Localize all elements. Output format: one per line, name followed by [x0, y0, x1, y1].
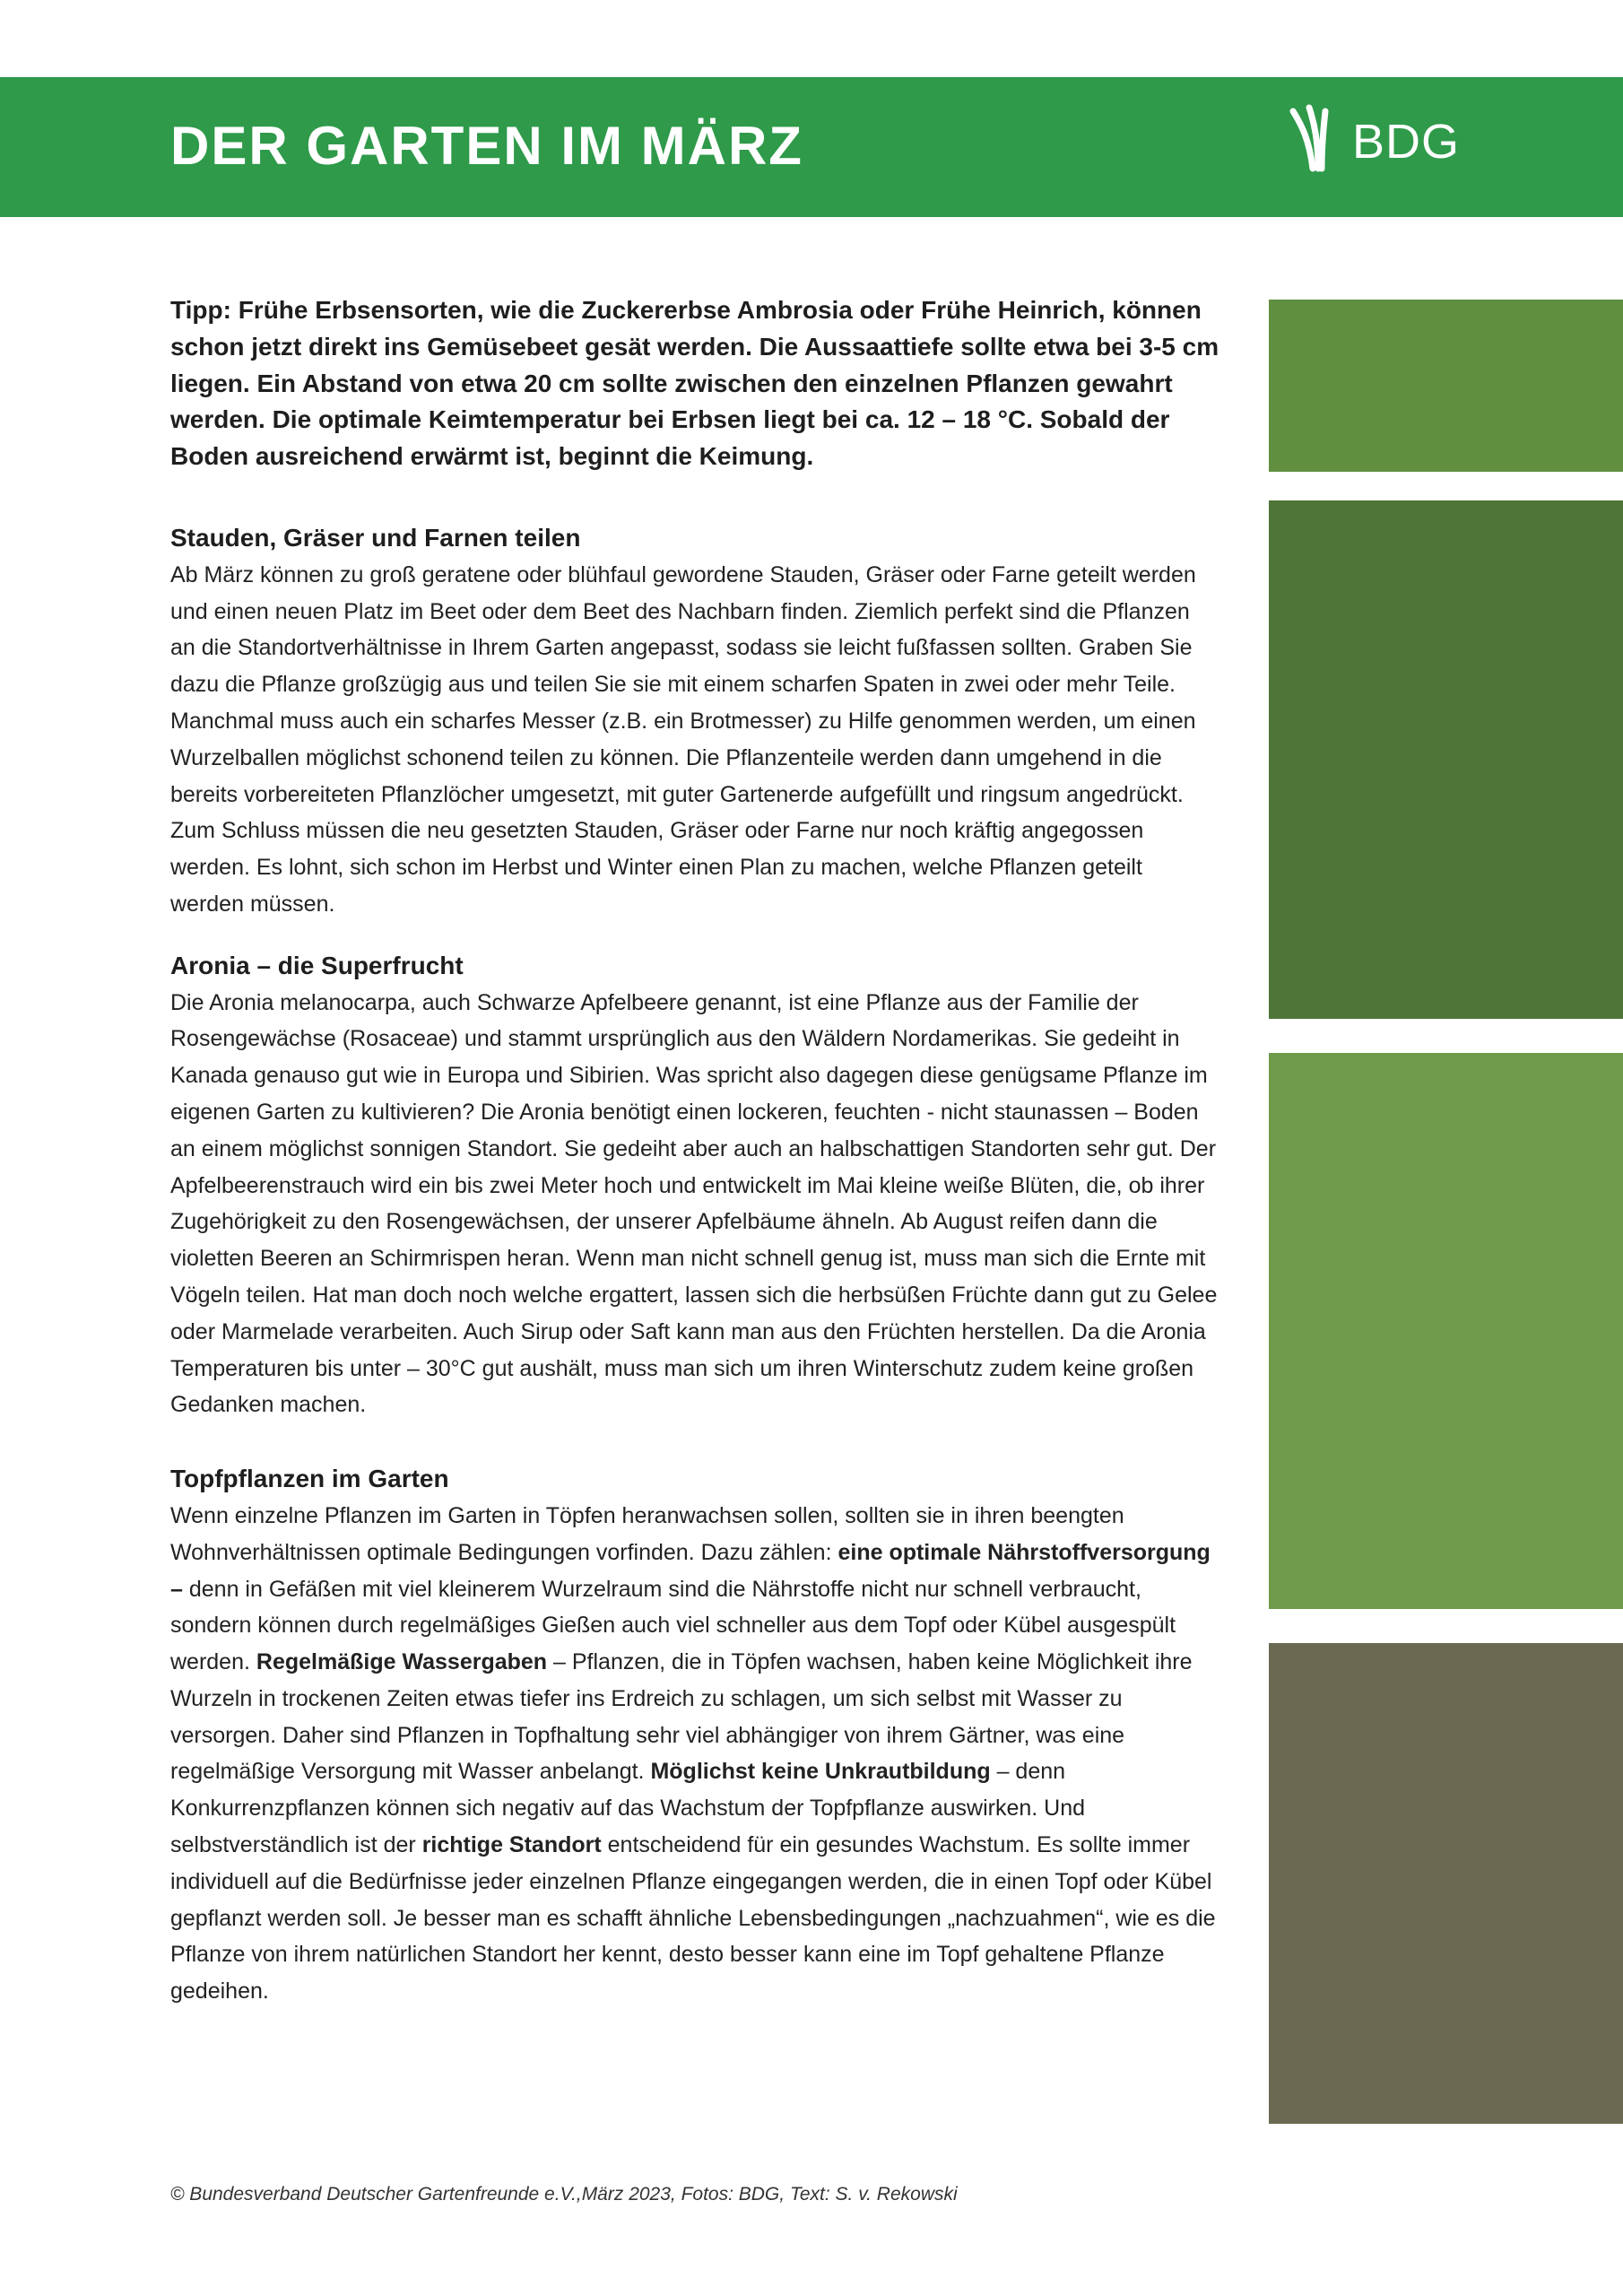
section-heading: Topfpflanzen im Garten [170, 1465, 449, 1493]
section-body [170, 1498, 1219, 2010]
logo-text: BDG [1352, 115, 1461, 169]
section-potted-plants [170, 1461, 1219, 2010]
emphasis-watering: Regelmäßige Wassergaben [256, 1649, 548, 1675]
text-run: – denn Konkurrenzpflanzen können sich negativ auf das Wachstum der Topfpflanze auswirken. Und selbstverständlich ist der [170, 1759, 1086, 1858]
section-heading: Aronia – die Superfrucht [170, 951, 464, 979]
section-heading: Stauden, Gräser und Farnen teilen [170, 523, 581, 552]
text-run: entscheidend für ein gesundes Wachstum. Es sollte immer individuell auf die Bedürfnisse jeder einzelnen Pflanze eingegangen werden, die in einen Topf oder Kübel gepflanzt werden soll. Je besser man es schafft ähnliche Lebensbedingungen „nachzuahmen“, wie es die Pflanze von ihrem natürlichen Standort her kennt, desto besser kann eine im Topf gehaltene Pflanze gedeihen. [170, 1832, 1216, 2005]
emphasis-weeds: Möglichst keine Unkrautbildung [650, 1759, 991, 1785]
emphasis-location: richtige Standort [421, 1832, 602, 1858]
bdg-leaf-icon [1282, 104, 1354, 176]
copyright-footer: © Bundesverband Deutscher Gartenfreunde e.V.,März 2023, Fotos: BDG, Text: S. v. Rekowski [170, 2184, 958, 2205]
text-run: denn in Gefäßen mit viel kleinerem Wurzelraum sind die Nährstoffe nicht nur schnell verbraucht, sondern können durch regelmäßiges Gießen auch viel schneller aus dem Topf oder Kübel ausgespült werden. [170, 1576, 1176, 1675]
page-title: DER GARTEN IM MÄRZ [170, 116, 803, 176]
text-run: Wenn einzelne Pflanzen im Garten in Töpfen heranwachsen sollen, sollten sie in ihren beengten Wohnverhältnissen optimale Bedingungen vorfinden. Dazu zählen: [170, 1502, 1124, 1565]
emphasis-nutrients: eine optimale Nährstoffversorgung – [170, 1539, 1211, 1602]
bdg-logo [1282, 104, 1461, 176]
fern-photo [1269, 500, 1623, 1019]
aronia-berries-photo [1269, 1053, 1623, 1609]
section-body: Ab März können zu groß geratene oder blühfaul gewordene Stauden, Gräser oder Farne geteilt werden und einen neuen Platz im Beet oder dem Beet des Nachbarn finden. Ziemlich perfekt sind die Pflanzen an die Standortverhältnisse in Ihrem Garten angepasst, sodass sie leicht fußfassen sollten. Graben Sie dazu die Pflanze großzügig aus und teilen Sie sie mit einem scharfen Spaten in zwei oder mehr Teile. Manchmal muss auch ein scharfes Messer (z.B. ein Brotmesser) zu Hilfe genommen werden, um einen Wurzelballen möglichst schonend teilen zu können. Die Pflanzenteile werden dann umgehend in die bereits vorbereiteten Pflanzlöcher umgesetzt, mit guter Gartenerde aufgefüllt und ringsum angedrückt. Zum Schluss müssen die neu gesetzten Stauden, Gräser oder Farne nur noch kräftig angegossen werden. Es lohnt, sich schon im Herbst und Winter einen Plan zu machen, welche Pflanzen geteilt werden müssen. [170, 561, 1196, 917]
text-run: – Pflanzen, die in Töpfen wachsen, haben keine Möglichkeit ihre Wurzeln in trockenen Zeiten etwas tiefer ins Erdreich zu schlagen, um sich selbst mit Wasser zu versorgen. Daher sind Pflanzen in Topfhaltung sehr viel abhängiger von ihrem Gärtner, was eine regelmäßige Versorgung mit Wasser anbelangt. [170, 1649, 1193, 1785]
section-aronia [170, 948, 1219, 1423]
section-divide-perennials [170, 520, 1219, 923]
pea-plant-photo [1269, 300, 1623, 472]
potted-plants-photo [1269, 1643, 1623, 2124]
tip-paragraph: Tipp: Frühe Erbsensorten, wie die Zuckererbse Ambrosia oder Frühe Heinrich, können schon jetzt direkt ins Gemüsebeet gesät werden. Die Aussaattiefe sollte etwa bei 3-5 cm liegen. Ein Abstand von etwa 20 cm sollte zwischen den einzelnen Pflanzen gewahrt werden. Die optimale Keimtemperatur bei Erbsen liegt bei ca. 12 – 18 °C. Sobald der Boden ausreichend erwärmt ist, beginnt die Keimung. [170, 296, 1219, 471]
section-body: Die Aronia melanocarpa, auch Schwarze Apfelbeere genannt, ist eine Pflanze aus der Familie der Rosengewächse (Rosaceae) und stammt ursprünglich aus den Wäldern Nordamerikas. Sie gedeiht in Kanada genauso gut wie in Europa und Sibirien. Was spricht also dagegen diese genügsame Pflanze im eigenen Garten zu kultivieren? Die Aronia benötigt einen lockeren, feuchten - nicht staunassen – Boden an einem möglichst sonnigen Standort. Sie gedeiht aber auch an halbschattigen Standorten sehr gut. Der Apfelbeerenstrauch wird ein bis zwei Meter hoch und entwickelt im Mai kleine weiße Blüten, die, ob ihrer Zugehörigkeit zu den Rosengewächsen, der unserer Apfelbäume ähneln. Ab August reifen dann die violetten Beeren an Schirmrispen heran. Wenn man nicht schnell genug ist, muss man sich die Ernte mit Vögeln teilen. Hat man doch noch welche ergattert, lassen sich die herbsüßen Früchte dann gut zu Gelee oder Marmelade verarbeiten. Auch Sirup oder Saft kann man aus den Früchten herstellen. Da die Aronia Temperaturen bis unter – 30°C gut aushält, muss man sich um ihren Winterschutz zudem keine großen Gedanken machen. [170, 989, 1218, 1418]
main-content [170, 292, 1219, 2010]
